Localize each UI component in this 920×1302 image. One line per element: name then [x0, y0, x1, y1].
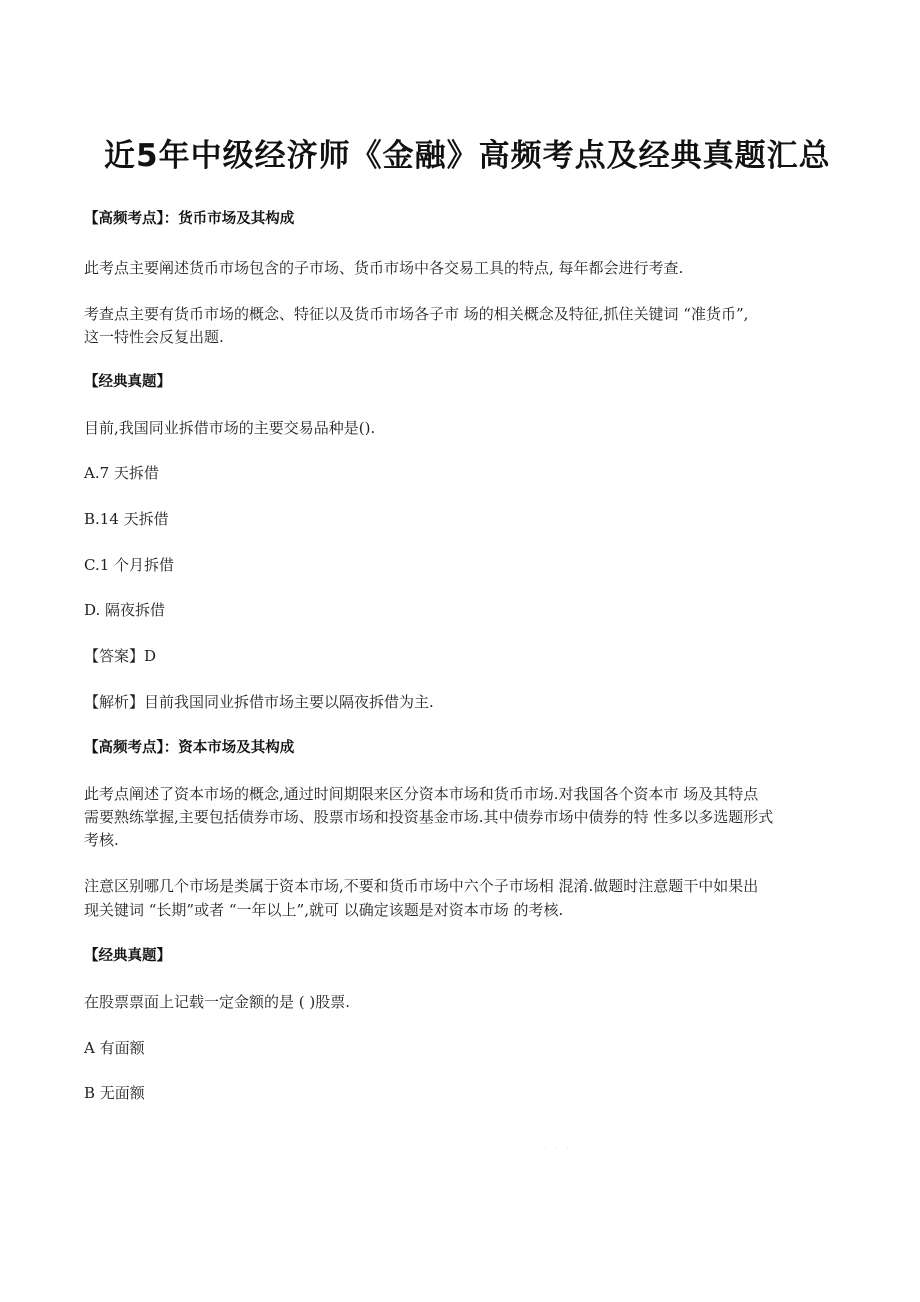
section1-paragraph2-line1: 考查点主要有货币市场的概念、特征以及货币市场各子市 场的相关概念及特征,抓住关键词 “准货币”,: [84, 305, 749, 323]
question2-option-b: B 无面额: [84, 1084, 145, 1102]
section2-paragraph1-line2: 需要熟练掌握,主要包括债券市场、股票市场和投资基金市场.其中债券市场中债券的特 性多以多选题形式: [84, 808, 774, 826]
question2-stem: 在股票票面上记载一定金额的是 ( )股票.: [84, 993, 351, 1011]
question1-option-b: B.14 天拆借: [84, 510, 169, 528]
question1-option-c: C.1 个月拆借: [84, 556, 175, 574]
section2-paragraph2-line2: 现关键词 “长期”或者 “一年以上”,就可 以确定该题是对资本市场 的考核.: [84, 901, 564, 919]
question1-heading: 【经典真题】: [84, 374, 171, 390]
section1-paragraph1: 此考点主要阐述货币市场包含的子市场、货币市场中各交易工具的特点, 每年都会进行考查.: [84, 259, 684, 277]
scan-artifact: · · ·: [544, 1144, 572, 1153]
section2-paragraph2-line1: 注意区别哪几个市场是类属于资本市场,不要和货币市场中六个子市场相 混淆.做题时注意题干中如果出: [84, 877, 759, 895]
question2-option-a: A 有面额: [84, 1039, 145, 1057]
question1-option-a: A.7 天拆借: [84, 464, 159, 482]
question1-option-d: D. 隔夜拆借: [84, 601, 166, 619]
question2-heading: 【经典真题】: [84, 948, 171, 964]
section1-paragraph2-line2: 这一特性会反复出题.: [84, 328, 224, 346]
section2-heading: 【高频考点】：资本市场及其构成: [84, 740, 295, 756]
document-title: 近5年中级经济师《金融》高频考点及经典真题汇总: [104, 138, 831, 174]
question1-answer: 【答案】D: [84, 647, 157, 665]
section1-heading: 【高频考点】：货币市场及其构成: [84, 211, 295, 227]
section2-paragraph1-line1: 此考点阐述了资本市场的概念,通过时间期限来区分资本市场和货币市场.对我国各个资本市 场及其特点: [84, 785, 759, 803]
question1-analysis: 【解析】目前我国同业拆借市场主要以隔夜拆借为主.: [84, 693, 434, 711]
section2-paragraph1-line3: 考核.: [84, 831, 119, 849]
question1-stem: 目前,我国同业拆借市场的主要交易品种是().: [84, 419, 376, 437]
